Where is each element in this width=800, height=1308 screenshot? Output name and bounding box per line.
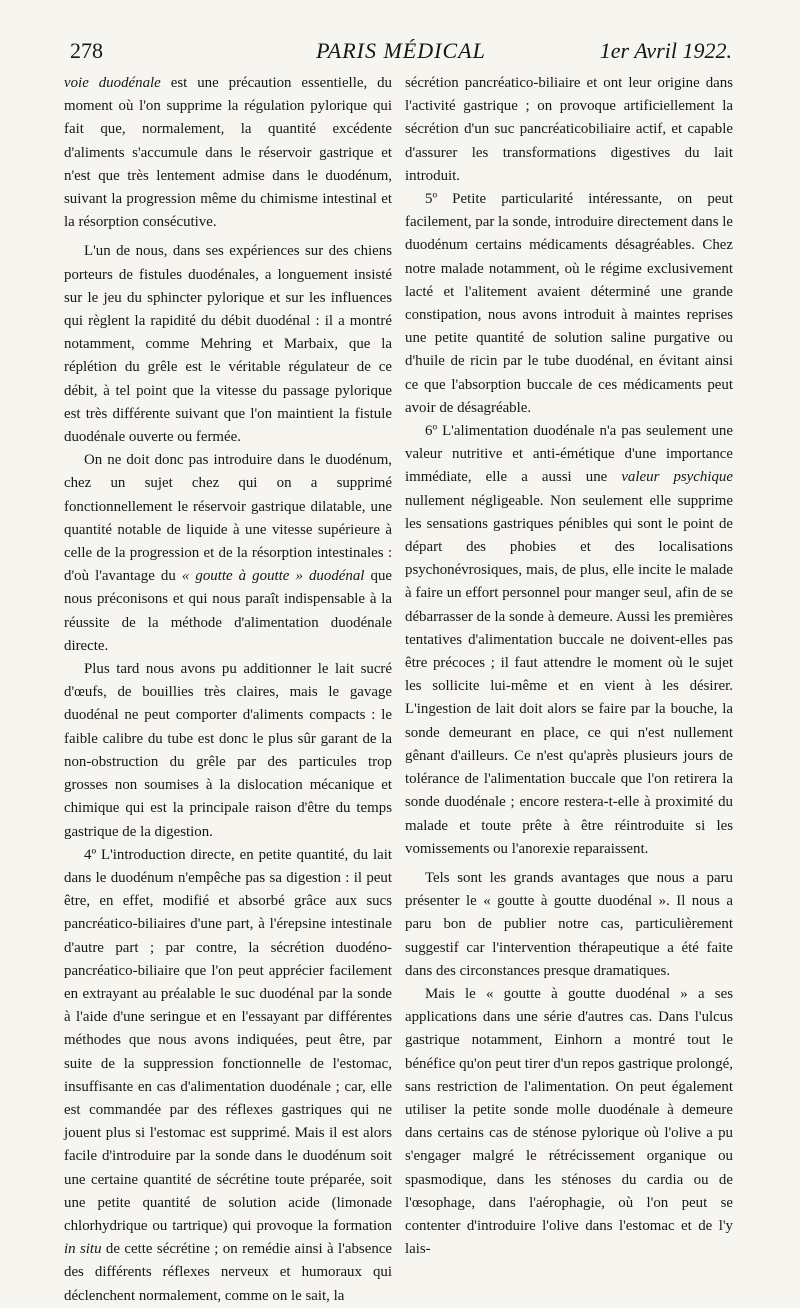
italic-term: « goutte à goutte » duodénal bbox=[181, 568, 365, 585]
paragraph-text: est une précaution essentielle, du moment où l'on supprime la régulation pylorique qui fait que, normalement, la quantité excédente d'aliments s'accumule dans le réservoir gastrique et n'est que très lentement admise dans le duodénum, suivant la progression même du chimisme intestinal et la résorption consécutive. bbox=[64, 75, 392, 231]
running-header bbox=[70, 36, 732, 66]
paragraph-text: nullement négligeable. Non seulement elle supprime les sensations gastriques pénibles qui sont le point de départ des phobies et des localisations psychonévrosiques, mais, de plus, elle incite le malade à faire un effort personnel pour manger seul, afin de se débarrasser de la sonde à demeure. Aussi les premières tentatives d'alimentation buccale ne doivent-elles pas être précoces ; il faut attendre le moment où le sujet les sollicite lui-même et en vient à les désirer. L'ingestion de lait doit alors se faire par la bouche, la sonde demeurant en place, ce qui n'est nullement gênant d'ailleurs. Ce n'est qu'après plusieurs jours de tolérance de l'alimentation buccale que l'on retirera la sonde duodénale ; encore restera-t-elle à proximité du malade et toute prête à être réintroduite si les vomissements ou l'anorexie reparaissent. bbox=[405, 492, 733, 857]
italic-term: in situ bbox=[64, 1241, 102, 1258]
paragraph: sécrétion pancréatico-biliaire et ont leur origine dans l'activité gastrique ; on provoque artificiellement la sécrétion d'un suc pancréaticobiliaire actif, et capable d'assurer les transformations digestives du lait introduit. bbox=[405, 75, 733, 184]
paragraph-text: que nous préconisons et qui nous paraît indispensable à la réussite de la méthode d'alimentation duodénale directe. bbox=[64, 568, 392, 654]
italic-term: valeur psychique bbox=[621, 469, 733, 486]
journal-title: PARIS MÉDICAL bbox=[316, 38, 486, 63]
paragraph bbox=[405, 420, 733, 861]
paragraph: Tels sont les grands avantages que nous a paru présenter le « goutte à goutte duodénal ». Il nous a paru bon de publier notre cas, particulièrement suggestif car l'intervention thérapeutique a été faite dans des circonstances presque dramatiques. bbox=[405, 869, 733, 979]
paragraph bbox=[64, 449, 392, 658]
paragraph: 5º Petite particularité intéressante, on peut facilement, par la sonde, introduire directement dans le duodénum certains médicaments désagréables. Chez notre malade notamment, où le régime exclusivement lacté et l'alitement avaient déterminé une grande constipation, nous avons introduit à maintes reprises une petite quantité de solution saline purgative ou d'huile de ricin par le tube duodénal, en évitant ainsi ce que l'absorption buccale de ces médicaments peut avoir de désagréable. bbox=[405, 191, 733, 416]
left-column bbox=[64, 72, 392, 1308]
italic-term: voie duodénale bbox=[64, 75, 161, 91]
paragraph bbox=[64, 72, 392, 234]
paragraph: Plus tard nous avons pu additionner le lait sucré d'œufs, de bouillies très claires, mais le gavage duodénal ne peut comporter d'aliments compacts : le faible calibre du tube est donc le plus sûr garant de la non-obstruction du grêle par des particules trop grosses non soumises à la dislocation mécanique et chimique qui est la principale raison d'être du temps gastrique de la digestion. bbox=[64, 661, 392, 840]
paragraph: Mais le « goutte à goutte duodénal » a ses applications dans une série d'autres cas. Dans l'ulcus gastrique notamment, Einhorn a montré tout le bénéfice qu'on peut tirer d'un repos gastrique prolongé, sans restriction de l'alimentation. On peut également utiliser la petite sonde molle duodénale à demeure dans certains cas de sténose pylorique où l'olive a pu s'engager malgré le rétrécissement organique ou spasmodique, dans les sténoses du cardia ou de l'œsophage, dans l'aérophagie, où l'on peut se contenter d'introduire l'olive dans l'estomac et de l'y lais- bbox=[405, 985, 733, 1258]
paragraph-text: On ne doit donc pas introduire dans le duodénum, chez un sujet chez qui on a supprimé fonctionnellement le réservoir gastrique dilatable, une quantité notable de liquide à une vitesse supérieure à celle de la progression et de la résorption intestinales : d'où l'avantage du bbox=[64, 452, 392, 585]
page-number: 278 bbox=[70, 38, 103, 63]
paragraph-text: de cette sécrétine ; on remédie ainsi à l'absence des différents réflexes nerveux et humoraux qui déclenchent normalement, comme on le sait, la bbox=[64, 1241, 392, 1304]
paragraph-text: 4º L'introduction directe, en petite quantité, du lait dans le duodénum n'empêche pas sa digestion : il peut être, en effet, modifié et absorbé grâce aux sucs pancréatico-biliaires d'une part, à l'érepsine intestinale d'autre part ; par contre, la sécrétion duodéno-pancréatico-biliaire que l'on peut apprécier facilement en extrayant au préalable le suc duodénal par la sonde à l'aide d'une seringue et en l'essayant par différentes méthodes que nous avons indiquées, peut être, par suite de la suppression fonctionnelle de l'estomac, insuffisante en cas d'alimentation duodénale ; car, elle est commandée par des réflexes gastriques qui ne jouent plus si l'estomac est supprimé. Mais il est alors facile d'introduire par la sonde dans le duodénum soit une certaine quantité de sécrétine toute préparée, soit une petite quantité de solution acide (limonade chlorhydrique ou tartrique) qui provoque la formation bbox=[64, 846, 392, 1234]
paragraph bbox=[64, 844, 392, 1308]
issue-date: 1er Avril 1922. bbox=[599, 38, 732, 63]
paragraph-text: 6º L'alimentation duodénale n'a pas seulement une valeur nutritive et anti-émétique d'une importance immédiate, elle a aussi une bbox=[405, 423, 733, 486]
right-column bbox=[405, 72, 733, 1261]
paragraph: L'un de nous, dans ses expériences sur des chiens porteurs de fistules duodénales, a longuement insisté sur le jeu du sphincter pylorique et sur les influences qui règlent la rapidité du débit duodénal : il a montré notamment, comme Mehring et Marbaix, que la réplétion du grêle est le véritable régulateur de ce débit, à tel point que la vitesse du passage pylorique est très différente suivant que l'on maintient la fistule duodénale ouverte ou fermée. bbox=[64, 243, 392, 446]
